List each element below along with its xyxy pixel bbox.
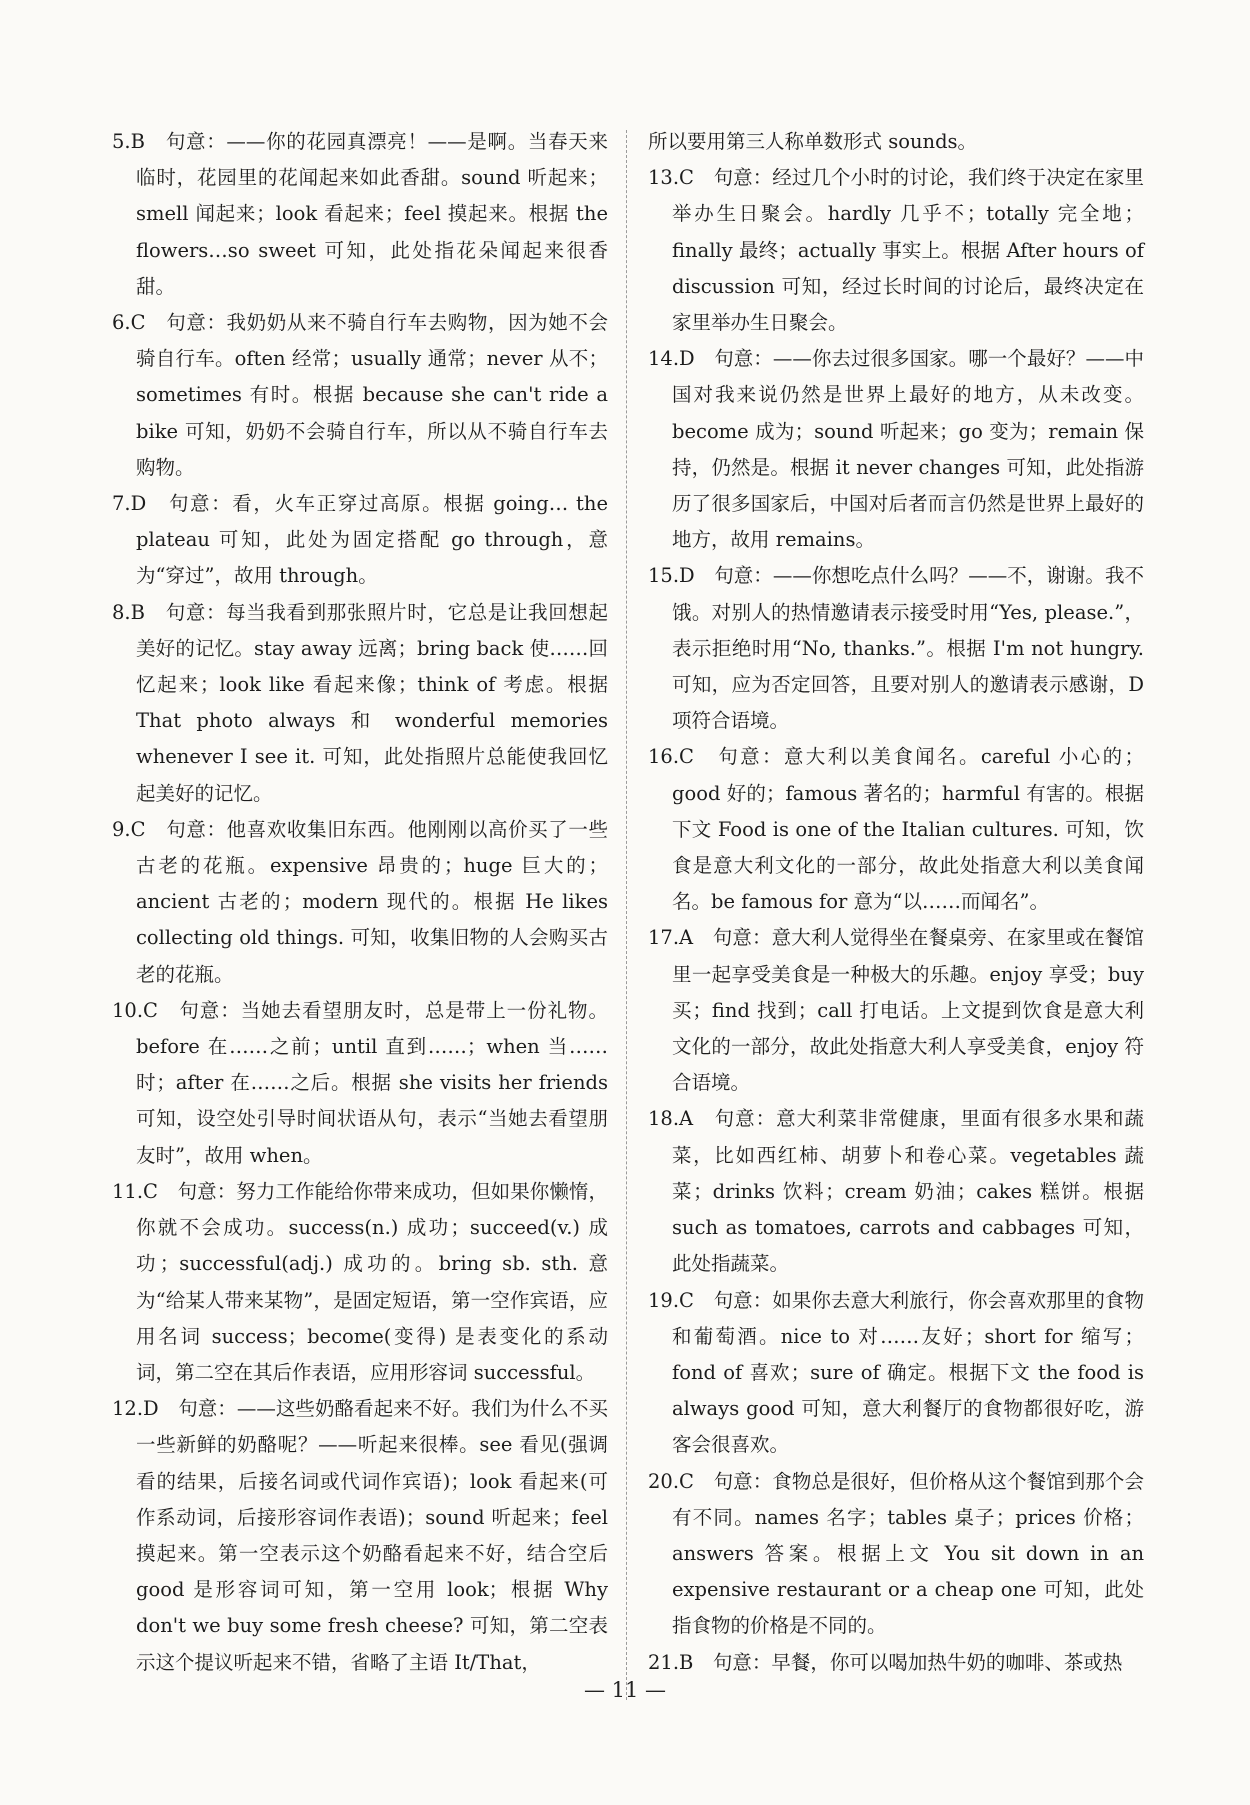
answer-item: 7.D 句意：看，火车正穿过高原。根据 going… the plateau 可知，此处为固定搭配 go through，意为“穿过”，故用 through。 — [112, 492, 608, 588]
answer-item: 12.D 句意：——这些奶酪看起来不好。我们为什么不买一些新鲜的奶酪呢？——听起来很棒。see 看见(强调看的结果，后接名词或代词作宾语)；look 看起来(可作系动词，后接形容词作表语)；sound 听起来；feel 摸起来。第一空表示这个奶酪看起来不好，结合空后 good 是形容词可知，第一空用 look；根据 Why don't we buy some fresh cheese? 可知，第二空表示这个提议听起来不错，省略了主语 It/That， — [112, 1397, 608, 1674]
column-divider — [626, 130, 627, 1700]
answer-item: 13.C 句意：经过几个小时的讨论，我们终于决定在家里举办生日聚会。hardly 几乎不；totally 完全地；finally 最终；actually 事实上。根据 After hours of discussion 可知，经过长时间的讨论后，最终决定在家里举办生日聚会。 — [648, 166, 1144, 335]
left-column — [112, 124, 608, 1681]
continuation-text: 所以要用第三人称单数形式 sounds。 — [648, 130, 978, 153]
answer-item: 14.D 句意：——你去过很多国家。哪一个最好？——中国对我来说仍然是世界上最好的地方，从未改变。become 成为；sound 听起来；go 变为；remain 保持，仍然是。根据 it never changes 可知，此处指游历了很多国家后，中国对后者而言仍然是世界上最好的地方，故用 remains。 — [648, 347, 1144, 552]
answer-item: 18.A 句意：意大利菜非常健康，里面有很多水果和蔬菜，比如西红柿、胡萝卜和卷心菜。vegetables 蔬菜；drinks 饮料；cream 奶油；cakes 糕饼。根据 such as tomatoes, carrots and cabbages 可知，此处指蔬菜。 — [648, 1107, 1144, 1276]
answer-item: 6.C 句意：我奶奶从来不骑自行车去购物，因为她不会骑自行车。often 经常；usually 通常；never 从不；sometimes 有时。根据 because she can't ride a bike 可知，奶奶不会骑自行车，所以从不骑自行车去购物。 — [112, 311, 608, 479]
answer-item: 19.C 句意：如果你去意大利旅行，你会喜欢那里的食物和葡萄酒。nice to 对……友好；short for 缩写；fond of 喜欢；sure of 确定。根据下文 the food is always good 可知，意大利餐厅的食物都很好吃，游客会很喜欢。 — [648, 1288, 1144, 1457]
answer-item: 17.A 句意：意大利人觉得坐在餐桌旁、在家里或在餐馆里一起享受美食是一种极大的乐趣。enjoy 享受；buy 买；find 找到；call 打电话。上文提到饮食是意大利文化的一部分，故此处指意大利人享受美食，enjoy 符合语境。 — [648, 926, 1144, 1095]
right-column — [648, 124, 1144, 1681]
answer-item: 9.C 句意：他喜欢收集旧东西。他刚刚以高价买了一些古老的花瓶。expensive 昂贵的；huge 巨大的；ancient 古老的；modern 现代的。根据 He likes collecting old things. 可知，收集旧物的人会购买古老的花瓶。 — [112, 817, 608, 986]
answer-item: 5.B 句意：——你的花园真漂亮！——是啊。当春天来临时，花园里的花闻起来如此香甜。sound 听起来；smell 闻起来；look 看起来；feel 摸起来。根据 the flowers…so sweet 可知，此处指花朵闻起来很香甜。 — [112, 130, 608, 298]
answer-item: 10.C 句意：当她去看望朋友时，总是带上一份礼物。before 在……之前；until 直到……；when 当……时；after 在……之后。根据 she visits her friends 可知，设空处引导时间状语从句，表示“当她去看望朋友时”，故用 when。 — [112, 998, 608, 1167]
answer-item: 8.B 句意：每当我看到那张照片时，它总是让我回想起美好的记忆。stay away 远离；bring back 使……回忆起来；look like 看起来像；think of 考虑。根据 That photo always 和 wonderful memories whenever I see it. 可知，此处指照片总能使我回忆起美好的记忆。 — [112, 600, 608, 805]
answer-item: 15.D 句意：——你想吃点什么吗？——不，谢谢。我不饿。对别人的热情邀请表示接受时用“Yes, please.”，表示拒绝时用“No, thanks.”。根据 I'm not hungry. 可知，应为否定回答，且要对别人的邀请表示感谢，D 项符合语境。 — [648, 564, 1144, 733]
answer-item: 11.C 句意：努力工作能给你带来成功，但如果你懒惰，你就不会成功。success(n.) 成功；succeed(v.) 成功；successful(adj.) 成功的。bring sb. sth. 意为“给某人带来某物”，是固定短语，第一空作宾语，应用名词 success；become(变得) 是表变化的系动词，第二空在其后作表语，应用形容词 successful。 — [112, 1179, 608, 1384]
answer-item: 16.C 句意：意大利以美食闻名。careful 小心的；good 好的；famous 著名的；harmful 有害的。根据下文 Food is one of the Italian cultures. 可知，饮食是意大利文化的一部分，故此处指意大利以美食闻名。be famous for 意为“以……而闻名”。 — [648, 745, 1144, 914]
page-number: — 11 — — [583, 1678, 667, 1702]
answer-item: 20.C 句意：食物总是很好，但价格从这个餐馆到那个会有不同。names 名字；tables 桌子；prices 价格；answers 答案。根据上文 You sit down in an expensive restaurant or a cheap one 可知，此处指食物的价格是不同的。 — [648, 1469, 1144, 1638]
answer-item: 21.B 句意：早餐，你可以喝加热牛奶的咖啡、茶或热 — [648, 1650, 1123, 1674]
